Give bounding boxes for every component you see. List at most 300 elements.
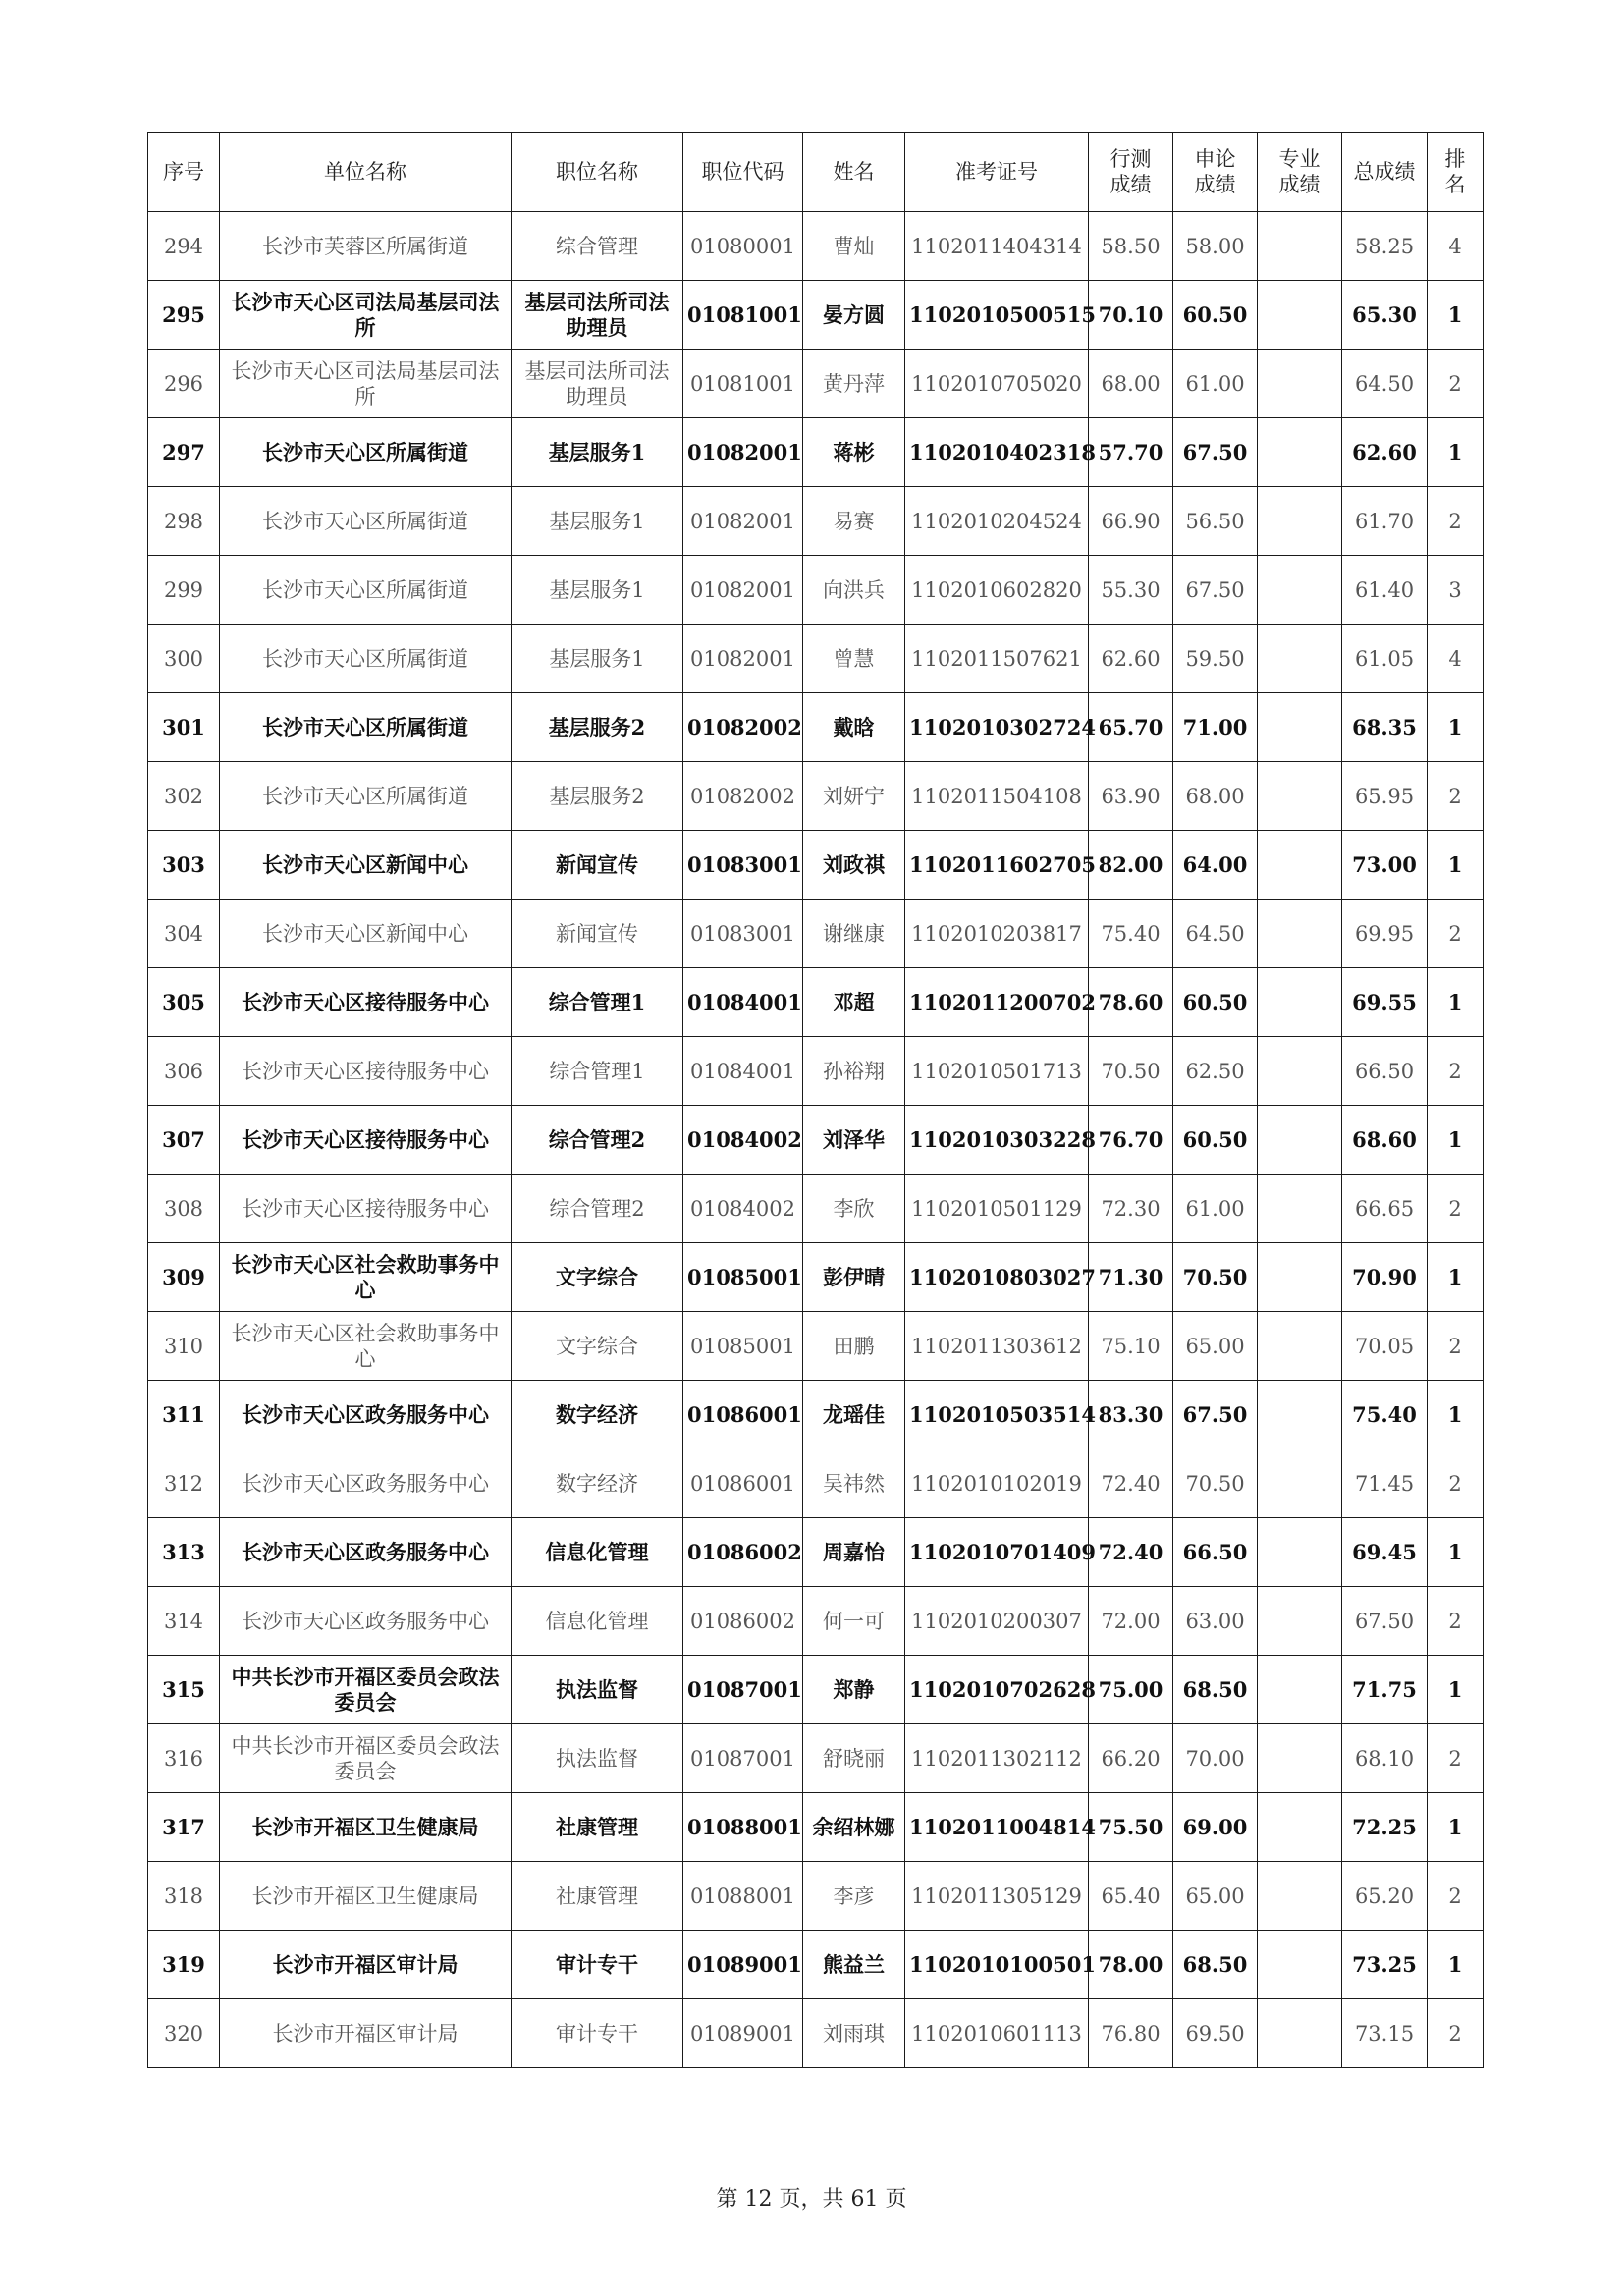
table-row	[148, 625, 1484, 693]
cell-shenlun: 68.00	[1173, 762, 1258, 831]
cell-rank: 2	[1428, 1037, 1484, 1106]
cell-zhuanye	[1258, 1931, 1342, 1999]
table-row	[148, 1999, 1484, 2068]
cell-name: 刘泽华	[803, 1106, 905, 1175]
cell-no: 302	[148, 762, 220, 831]
cell-name: 田鹏	[803, 1312, 905, 1381]
table-row	[148, 1931, 1484, 1999]
cell-code: 01088001	[683, 1793, 803, 1862]
cell-name: 彭伊晴	[803, 1243, 905, 1312]
cell-zhuanye	[1258, 831, 1342, 900]
cell-rank: 2	[1428, 1587, 1484, 1656]
cell-no: 313	[148, 1518, 220, 1587]
cell-xingce: 71.30	[1089, 1243, 1173, 1312]
table-row	[148, 1106, 1484, 1175]
cell-xingce: 75.40	[1089, 900, 1173, 968]
cell-zhuanye	[1258, 1106, 1342, 1175]
cell-position: 执法监督	[512, 1724, 683, 1793]
cell-zhuanye	[1258, 1381, 1342, 1449]
cell-total: 69.95	[1342, 900, 1428, 968]
cell-no: 299	[148, 556, 220, 625]
cell-rank: 1	[1428, 1931, 1484, 1999]
cell-unit: 长沙市天心区司法局基层司法所	[220, 281, 512, 350]
cell-xingce: 62.60	[1089, 625, 1173, 693]
table-row	[148, 1243, 1484, 1312]
cell-total: 65.30	[1342, 281, 1428, 350]
cell-position: 社康管理	[512, 1862, 683, 1931]
cell-rank: 2	[1428, 900, 1484, 968]
cell-shenlun: 69.50	[1173, 1999, 1258, 2068]
table-row	[148, 1037, 1484, 1106]
table-row	[148, 212, 1484, 281]
cell-exam-id: 1102010204524	[905, 487, 1089, 556]
cell-position: 基层服务1	[512, 487, 683, 556]
cell-exam-id: 1102010701409	[905, 1518, 1089, 1587]
cell-name: 刘政祺	[803, 831, 905, 900]
cell-position: 新闻宣传	[512, 831, 683, 900]
cell-total: 61.40	[1342, 556, 1428, 625]
cell-total: 71.75	[1342, 1656, 1428, 1724]
cell-position: 综合管理2	[512, 1175, 683, 1243]
table-row	[148, 281, 1484, 350]
cell-xingce: 82.00	[1089, 831, 1173, 900]
cell-total: 68.10	[1342, 1724, 1428, 1793]
cell-rank: 3	[1428, 556, 1484, 625]
cell-rank: 2	[1428, 350, 1484, 418]
cell-zhuanye	[1258, 1656, 1342, 1724]
cell-position: 审计专干	[512, 1999, 683, 2068]
cell-total: 65.95	[1342, 762, 1428, 831]
cell-unit: 长沙市天心区司法局基层司法所	[220, 350, 512, 418]
cell-code: 01084002	[683, 1106, 803, 1175]
cell-xingce: 78.60	[1089, 968, 1173, 1037]
cell-code: 01086001	[683, 1449, 803, 1518]
cell-zhuanye	[1258, 625, 1342, 693]
cell-position: 基层司法所司法助理员	[512, 350, 683, 418]
table-row	[148, 900, 1484, 968]
cell-name: 谢继康	[803, 900, 905, 968]
cell-zhuanye	[1258, 1587, 1342, 1656]
cell-shenlun: 70.50	[1173, 1243, 1258, 1312]
cell-position: 新闻宣传	[512, 900, 683, 968]
cell-code: 01087001	[683, 1656, 803, 1724]
cell-name: 曹灿	[803, 212, 905, 281]
cell-position: 执法监督	[512, 1656, 683, 1724]
table-row	[148, 762, 1484, 831]
cell-code: 01089001	[683, 1931, 803, 1999]
cell-name: 晏方圆	[803, 281, 905, 350]
header-code: 职位代码	[683, 133, 803, 212]
cell-total: 62.60	[1342, 418, 1428, 487]
cell-rank: 1	[1428, 1518, 1484, 1587]
cell-no: 301	[148, 693, 220, 762]
cell-exam-id: 1102011302112	[905, 1724, 1089, 1793]
header-rank: 排 名	[1428, 133, 1484, 212]
cell-shenlun: 70.50	[1173, 1449, 1258, 1518]
cell-shenlun: 60.50	[1173, 281, 1258, 350]
cell-no: 307	[148, 1106, 220, 1175]
cell-name: 舒晓丽	[803, 1724, 905, 1793]
cell-name: 戴晗	[803, 693, 905, 762]
cell-code: 01086001	[683, 1381, 803, 1449]
cell-name: 周嘉怡	[803, 1518, 905, 1587]
cell-rank: 1	[1428, 1793, 1484, 1862]
cell-total: 70.05	[1342, 1312, 1428, 1381]
cell-unit: 中共长沙市开福区委员会政法委员会	[220, 1656, 512, 1724]
cell-shenlun: 60.50	[1173, 968, 1258, 1037]
cell-unit: 长沙市天心区政务服务中心	[220, 1449, 512, 1518]
cell-code: 01084001	[683, 968, 803, 1037]
cell-no: 311	[148, 1381, 220, 1449]
cell-unit: 长沙市天心区所属街道	[220, 418, 512, 487]
header-zhuanye: 专业 成绩	[1258, 133, 1342, 212]
cell-zhuanye	[1258, 1449, 1342, 1518]
cell-no: 304	[148, 900, 220, 968]
cell-total: 66.65	[1342, 1175, 1428, 1243]
page-footer: 第 12 页，共 61 页	[716, 2187, 907, 2212]
cell-zhuanye	[1258, 487, 1342, 556]
cell-exam-id: 1102010503514	[905, 1381, 1089, 1449]
cell-no: 312	[148, 1449, 220, 1518]
cell-unit: 长沙市开福区卫生健康局	[220, 1862, 512, 1931]
cell-unit: 长沙市天心区接待服务中心	[220, 968, 512, 1037]
cell-zhuanye	[1258, 212, 1342, 281]
cell-unit: 长沙市天心区政务服务中心	[220, 1518, 512, 1587]
cell-xingce: 66.20	[1089, 1724, 1173, 1793]
cell-rank: 1	[1428, 1106, 1484, 1175]
header-xingce: 行测 成绩	[1089, 133, 1173, 212]
cell-no: 315	[148, 1656, 220, 1724]
cell-code: 01082001	[683, 556, 803, 625]
cell-no: 298	[148, 487, 220, 556]
cell-unit: 长沙市天心区所属街道	[220, 625, 512, 693]
cell-total: 73.25	[1342, 1931, 1428, 1999]
cell-rank: 1	[1428, 693, 1484, 762]
cell-unit: 长沙市天心区接待服务中心	[220, 1106, 512, 1175]
cell-xingce: 68.00	[1089, 350, 1173, 418]
cell-no: 310	[148, 1312, 220, 1381]
cell-no: 303	[148, 831, 220, 900]
cell-code: 01083001	[683, 900, 803, 968]
cell-code: 01083001	[683, 831, 803, 900]
cell-code: 01088001	[683, 1862, 803, 1931]
header-exam-id: 准考证号	[905, 133, 1089, 212]
cell-shenlun: 61.00	[1173, 350, 1258, 418]
cell-exam-id: 1102010302724	[905, 693, 1089, 762]
cell-position: 基层服务1	[512, 625, 683, 693]
cell-position: 文字综合	[512, 1312, 683, 1381]
cell-xingce: 55.30	[1089, 556, 1173, 625]
cell-name: 易赛	[803, 487, 905, 556]
cell-code: 01084001	[683, 1037, 803, 1106]
cell-exam-id: 1102010102019	[905, 1449, 1089, 1518]
cell-zhuanye	[1258, 693, 1342, 762]
cell-exam-id: 1102010705020	[905, 350, 1089, 418]
cell-unit: 长沙市天心区社会救助事务中心	[220, 1243, 512, 1312]
table-row	[148, 487, 1484, 556]
cell-exam-id: 1102010402318	[905, 418, 1089, 487]
cell-rank: 2	[1428, 487, 1484, 556]
cell-no: 308	[148, 1175, 220, 1243]
cell-position: 综合管理1	[512, 1037, 683, 1106]
cell-xingce: 76.70	[1089, 1106, 1173, 1175]
cell-code: 01087001	[683, 1724, 803, 1793]
cell-shenlun: 59.50	[1173, 625, 1258, 693]
header-total: 总成绩	[1342, 133, 1428, 212]
cell-exam-id: 1102011004814	[905, 1793, 1089, 1862]
cell-shenlun: 64.50	[1173, 900, 1258, 968]
cell-total: 61.05	[1342, 625, 1428, 693]
cell-position: 社康管理	[512, 1793, 683, 1862]
cell-rank: 2	[1428, 1724, 1484, 1793]
table-row	[148, 418, 1484, 487]
cell-total: 61.70	[1342, 487, 1428, 556]
cell-exam-id: 1102010303228	[905, 1106, 1089, 1175]
cell-xingce: 83.30	[1089, 1381, 1173, 1449]
cell-position: 信息化管理	[512, 1518, 683, 1587]
cell-exam-id: 1102011507621	[905, 625, 1089, 693]
cell-code: 01085001	[683, 1243, 803, 1312]
cell-zhuanye	[1258, 1724, 1342, 1793]
cell-no: 309	[148, 1243, 220, 1312]
cell-zhuanye	[1258, 556, 1342, 625]
cell-exam-id: 1102010200307	[905, 1587, 1089, 1656]
cell-position: 文字综合	[512, 1243, 683, 1312]
cell-shenlun: 68.50	[1173, 1656, 1258, 1724]
table-row	[148, 831, 1484, 900]
cell-shenlun: 63.00	[1173, 1587, 1258, 1656]
cell-total: 70.90	[1342, 1243, 1428, 1312]
cell-total: 66.50	[1342, 1037, 1428, 1106]
cell-name: 蒋彬	[803, 418, 905, 487]
cell-exam-id: 1102010203817	[905, 900, 1089, 968]
cell-total: 68.35	[1342, 693, 1428, 762]
cell-rank: 4	[1428, 212, 1484, 281]
cell-unit: 长沙市天心区社会救助事务中心	[220, 1312, 512, 1381]
cell-code: 01081001	[683, 350, 803, 418]
cell-name: 龙瑶佳	[803, 1381, 905, 1449]
cell-exam-id: 1102011602705	[905, 831, 1089, 900]
cell-shenlun: 71.00	[1173, 693, 1258, 762]
header-no: 序号	[148, 133, 220, 212]
cell-name: 孙裕翔	[803, 1037, 905, 1106]
cell-xingce: 57.70	[1089, 418, 1173, 487]
cell-xingce: 66.90	[1089, 487, 1173, 556]
cell-rank: 1	[1428, 418, 1484, 487]
cell-position: 基层服务1	[512, 556, 683, 625]
cell-rank: 1	[1428, 1381, 1484, 1449]
cell-rank: 2	[1428, 1312, 1484, 1381]
cell-exam-id: 1102011404314	[905, 212, 1089, 281]
table-row	[148, 1862, 1484, 1931]
cell-no: 320	[148, 1999, 220, 2068]
cell-rank: 2	[1428, 1999, 1484, 2068]
cell-code: 01084002	[683, 1175, 803, 1243]
cell-shenlun: 64.00	[1173, 831, 1258, 900]
table-row	[148, 1312, 1484, 1381]
table-row	[148, 350, 1484, 418]
cell-exam-id: 1102010500515	[905, 281, 1089, 350]
cell-no: 316	[148, 1724, 220, 1793]
cell-position: 审计专干	[512, 1931, 683, 1999]
cell-unit: 中共长沙市开福区委员会政法委员会	[220, 1724, 512, 1793]
cell-no: 300	[148, 625, 220, 693]
cell-xingce: 75.50	[1089, 1793, 1173, 1862]
cell-exam-id: 1102010602820	[905, 556, 1089, 625]
cell-shenlun: 58.00	[1173, 212, 1258, 281]
table-row	[148, 968, 1484, 1037]
cell-name: 曾慧	[803, 625, 905, 693]
cell-unit: 长沙市天心区接待服务中心	[220, 1175, 512, 1243]
table-header-row	[148, 133, 1484, 212]
cell-zhuanye	[1258, 418, 1342, 487]
header-shenlun: 申论 成绩	[1173, 133, 1258, 212]
cell-rank: 1	[1428, 831, 1484, 900]
cell-code: 01082001	[683, 418, 803, 487]
cell-total: 75.40	[1342, 1381, 1428, 1449]
cell-name: 邓超	[803, 968, 905, 1037]
cell-xingce: 78.00	[1089, 1931, 1173, 1999]
cell-shenlun: 65.00	[1173, 1862, 1258, 1931]
cell-no: 317	[148, 1793, 220, 1862]
cell-exam-id: 1102010501713	[905, 1037, 1089, 1106]
cell-position: 数字经济	[512, 1381, 683, 1449]
cell-position: 综合管理2	[512, 1106, 683, 1175]
cell-total: 68.60	[1342, 1106, 1428, 1175]
cell-total: 72.25	[1342, 1793, 1428, 1862]
cell-no: 294	[148, 212, 220, 281]
cell-xingce: 72.30	[1089, 1175, 1173, 1243]
cell-exam-id: 1102011200702	[905, 968, 1089, 1037]
cell-name: 李彦	[803, 1862, 905, 1931]
cell-xingce: 63.90	[1089, 762, 1173, 831]
cell-xingce: 76.80	[1089, 1999, 1173, 2068]
cell-total: 65.20	[1342, 1862, 1428, 1931]
cell-rank: 1	[1428, 281, 1484, 350]
cell-zhuanye	[1258, 968, 1342, 1037]
cell-zhuanye	[1258, 1037, 1342, 1106]
cell-zhuanye	[1258, 1793, 1342, 1862]
cell-unit: 长沙市天心区接待服务中心	[220, 1037, 512, 1106]
cell-total: 69.45	[1342, 1518, 1428, 1587]
table-row	[148, 556, 1484, 625]
cell-xingce: 65.70	[1089, 693, 1173, 762]
cell-shenlun: 60.50	[1173, 1106, 1258, 1175]
header-position: 职位名称	[512, 133, 683, 212]
cell-total: 58.25	[1342, 212, 1428, 281]
cell-shenlun: 67.50	[1173, 418, 1258, 487]
cell-name: 何一可	[803, 1587, 905, 1656]
cell-exam-id: 1102010100501	[905, 1931, 1089, 1999]
cell-no: 297	[148, 418, 220, 487]
cell-total: 73.15	[1342, 1999, 1428, 2068]
table-row	[148, 1518, 1484, 1587]
cell-unit: 长沙市天心区政务服务中心	[220, 1587, 512, 1656]
cell-zhuanye	[1258, 1312, 1342, 1381]
cell-name: 李欣	[803, 1175, 905, 1243]
table-row	[148, 1656, 1484, 1724]
cell-no: 305	[148, 968, 220, 1037]
table-body	[148, 212, 1484, 2068]
cell-rank: 2	[1428, 1449, 1484, 1518]
cell-unit: 长沙市开福区卫生健康局	[220, 1793, 512, 1862]
cell-no: 295	[148, 281, 220, 350]
cell-code: 01086002	[683, 1518, 803, 1587]
cell-unit: 长沙市天心区新闻中心	[220, 831, 512, 900]
cell-xingce: 65.40	[1089, 1862, 1173, 1931]
cell-rank: 2	[1428, 1862, 1484, 1931]
cell-name: 向洪兵	[803, 556, 905, 625]
cell-unit: 长沙市开福区审计局	[220, 1931, 512, 1999]
cell-code: 01082002	[683, 693, 803, 762]
cell-total: 64.50	[1342, 350, 1428, 418]
score-table	[147, 132, 1484, 2068]
cell-shenlun: 66.50	[1173, 1518, 1258, 1587]
cell-code: 01085001	[683, 1312, 803, 1381]
cell-total: 67.50	[1342, 1587, 1428, 1656]
cell-name: 黄丹萍	[803, 350, 905, 418]
cell-zhuanye	[1258, 350, 1342, 418]
cell-shenlun: 70.00	[1173, 1724, 1258, 1793]
cell-unit: 长沙市天心区所属街道	[220, 556, 512, 625]
cell-xingce: 75.10	[1089, 1312, 1173, 1381]
cell-name: 刘妍宁	[803, 762, 905, 831]
cell-position: 基层司法所司法助理员	[512, 281, 683, 350]
cell-no: 314	[148, 1587, 220, 1656]
cell-unit: 长沙市天心区所属街道	[220, 762, 512, 831]
header-name: 姓名	[803, 133, 905, 212]
cell-zhuanye	[1258, 900, 1342, 968]
cell-zhuanye	[1258, 1999, 1342, 2068]
cell-position: 综合管理	[512, 212, 683, 281]
cell-exam-id: 1102010803027	[905, 1243, 1089, 1312]
cell-shenlun: 67.50	[1173, 556, 1258, 625]
cell-position: 基层服务1	[512, 418, 683, 487]
cell-total: 69.55	[1342, 968, 1428, 1037]
cell-zhuanye	[1258, 1862, 1342, 1931]
cell-total: 73.00	[1342, 831, 1428, 900]
cell-total: 71.45	[1342, 1449, 1428, 1518]
cell-exam-id: 1102010501129	[905, 1175, 1089, 1243]
cell-name: 熊益兰	[803, 1931, 905, 1999]
cell-code: 01080001	[683, 212, 803, 281]
table-row	[148, 1449, 1484, 1518]
cell-position: 信息化管理	[512, 1587, 683, 1656]
cell-name: 吴祎然	[803, 1449, 905, 1518]
cell-name: 郑静	[803, 1656, 905, 1724]
cell-rank: 1	[1428, 1656, 1484, 1724]
cell-code: 01089001	[683, 1999, 803, 2068]
cell-name: 刘雨琪	[803, 1999, 905, 2068]
cell-exam-id: 1102011504108	[905, 762, 1089, 831]
cell-name: 余绍林娜	[803, 1793, 905, 1862]
cell-no: 319	[148, 1931, 220, 1999]
cell-shenlun: 61.00	[1173, 1175, 1258, 1243]
cell-shenlun: 56.50	[1173, 487, 1258, 556]
cell-unit: 长沙市开福区审计局	[220, 1999, 512, 2068]
cell-unit: 长沙市天心区新闻中心	[220, 900, 512, 968]
cell-no: 296	[148, 350, 220, 418]
cell-exam-id: 1102010601113	[905, 1999, 1089, 2068]
cell-shenlun: 68.50	[1173, 1931, 1258, 1999]
cell-zhuanye	[1258, 1243, 1342, 1312]
table-row	[148, 1724, 1484, 1793]
cell-xingce: 72.00	[1089, 1587, 1173, 1656]
cell-position: 综合管理1	[512, 968, 683, 1037]
cell-xingce: 70.10	[1089, 281, 1173, 350]
cell-shenlun: 67.50	[1173, 1381, 1258, 1449]
cell-xingce: 75.00	[1089, 1656, 1173, 1724]
